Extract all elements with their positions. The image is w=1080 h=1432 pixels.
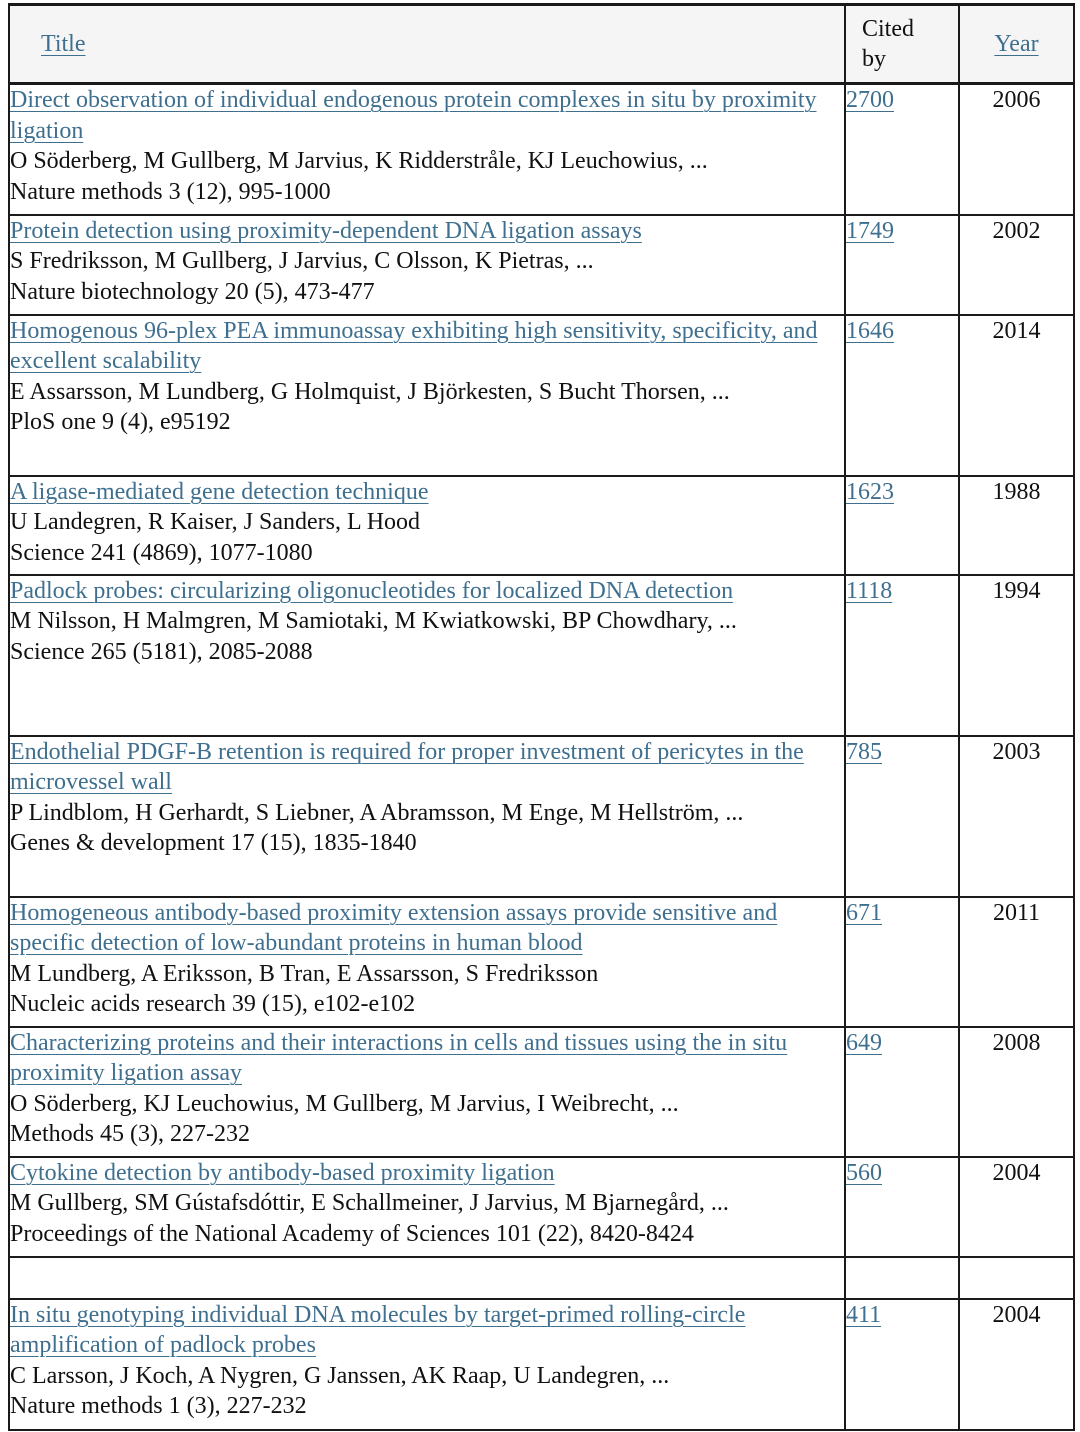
year-cell bbox=[959, 575, 1074, 736]
article-authors: M Lundberg, A Eriksson, B Tran, E Assarsson, S Fredriksson bbox=[10, 960, 599, 987]
empty-cell bbox=[9, 1257, 845, 1299]
cited-by-link[interactable]: 785 bbox=[846, 738, 882, 765]
article-venue: Genes & development 17 (15), 1835-1840 bbox=[10, 830, 417, 857]
year-cell bbox=[959, 1027, 1074, 1157]
article-title-link[interactable]: A ligase-mediated gene detection technique bbox=[10, 478, 429, 505]
cited-by-cell bbox=[845, 1157, 959, 1257]
column-header-title bbox=[9, 5, 845, 84]
article-venue: Nature methods 3 (12), 995-1000 bbox=[10, 178, 331, 205]
article-year: 2008 bbox=[992, 1029, 1041, 1056]
cited-by-label-line2: by bbox=[862, 46, 886, 72]
article-venue: Science 265 (5181), 2085-2088 bbox=[10, 638, 313, 665]
cited-by-cell bbox=[845, 215, 959, 315]
cited-by-link[interactable]: 649 bbox=[846, 1029, 882, 1056]
article-year: 2011 bbox=[992, 899, 1041, 926]
table-header-row bbox=[9, 5, 1074, 84]
table-row bbox=[9, 897, 1074, 1027]
article-venue: Proceedings of the National Academy of Sciences 101 (22), 8420-8424 bbox=[10, 1220, 694, 1247]
table-row bbox=[9, 575, 1074, 736]
table-row bbox=[9, 1027, 1074, 1157]
article-venue: Nature biotechnology 20 (5), 473-477 bbox=[10, 278, 375, 305]
cited-by-link[interactable]: 1118 bbox=[846, 577, 893, 604]
sort-by-title-link[interactable]: Title bbox=[41, 30, 86, 57]
cited-by-link[interactable]: 671 bbox=[846, 899, 882, 926]
article-title-link[interactable]: Cytokine detection by antibody-based proximity ligation bbox=[10, 1159, 555, 1186]
article-authors: C Larsson, J Koch, A Nygren, G Janssen, AK Raap, U Landegren, ... bbox=[10, 1362, 670, 1389]
table-row bbox=[9, 476, 1074, 575]
article-year: 2004 bbox=[992, 1301, 1041, 1328]
article-cell bbox=[9, 897, 845, 1027]
year-cell bbox=[959, 215, 1074, 315]
article-authors: O Söderberg, KJ Leuchowius, M Gullberg, M Jarvius, I Weibrecht, ... bbox=[10, 1090, 679, 1117]
article-venue: Nucleic acids research 39 (15), e102-e102 bbox=[10, 991, 416, 1018]
article-year: 2014 bbox=[992, 317, 1041, 344]
year-cell bbox=[959, 315, 1074, 476]
article-cell bbox=[9, 736, 845, 897]
article-venue: PloS one 9 (4), e95192 bbox=[10, 409, 231, 436]
article-cell bbox=[9, 476, 845, 575]
article-cell bbox=[9, 215, 845, 315]
table-row bbox=[9, 215, 1074, 315]
cited-by-label-line1: Cited bbox=[862, 16, 914, 42]
cited-by-link[interactable]: 1623 bbox=[846, 478, 894, 505]
article-cell bbox=[9, 1157, 845, 1257]
article-authors: S Fredriksson, M Gullberg, J Jarvius, C Olsson, K Pietras, ... bbox=[10, 248, 594, 275]
table-row bbox=[9, 315, 1074, 476]
cited-by-link[interactable]: 1646 bbox=[846, 317, 894, 344]
article-year: 2006 bbox=[992, 87, 1041, 113]
article-title-link[interactable]: Padlock probes: circularizing oligonucleotides for localized DNA detection bbox=[10, 577, 734, 604]
article-cell bbox=[9, 575, 845, 736]
cited-by-cell bbox=[845, 1027, 959, 1157]
cited-by-cell bbox=[845, 84, 959, 215]
cited-by-link[interactable]: 2700 bbox=[846, 87, 894, 113]
article-year: 1988 bbox=[992, 478, 1041, 505]
table-row bbox=[9, 1157, 1074, 1257]
article-authors: O Söderberg, M Gullberg, M Jarvius, K Ridderstråle, KJ Leuchowius, ... bbox=[10, 148, 708, 175]
article-title-link[interactable]: Homogeneous antibody-based proximity extension assays provide sensitive and specific detection of low-abundant proteins in human blood bbox=[10, 899, 778, 957]
article-title-link[interactable]: Direct observation of individual endogenous protein complexes in situ by proximity ligation bbox=[10, 87, 817, 144]
article-authors: M Gullberg, SM Gústafsdóttir, E Schallmeiner, J Jarvius, M Bjarnegård, ... bbox=[10, 1190, 729, 1217]
article-venue: Science 241 (4869), 1077-1080 bbox=[10, 539, 313, 566]
table-row bbox=[9, 736, 1074, 897]
table-row bbox=[9, 84, 1074, 215]
article-authors: P Lindblom, H Gerhardt, S Liebner, A Abramsson, M Enge, M Hellström, ... bbox=[10, 799, 744, 826]
article-authors: E Assarsson, M Lundberg, G Holmquist, J Björkesten, S Bucht Thorsen, ... bbox=[10, 378, 730, 405]
article-title-link[interactable]: Homogenous 96-plex PEA immunoassay exhibiting high sensitivity, specificity, and excellent scalability bbox=[10, 317, 818, 375]
article-title-link[interactable]: In situ genotyping individual DNA molecules by target-primed rolling-circle amplification of padlock probes bbox=[10, 1301, 746, 1359]
article-year: 1994 bbox=[992, 577, 1041, 604]
article-cell bbox=[9, 84, 845, 215]
year-cell bbox=[959, 476, 1074, 575]
cited-by-cell bbox=[845, 575, 959, 736]
cited-by-cell bbox=[845, 1299, 959, 1430]
year-cell bbox=[959, 84, 1074, 215]
year-cell bbox=[959, 736, 1074, 897]
empty-row bbox=[9, 1257, 1074, 1299]
article-title-link[interactable]: Protein detection using proximity-dependent DNA ligation assays bbox=[10, 217, 642, 244]
article-year: 2004 bbox=[992, 1159, 1041, 1186]
table-row bbox=[9, 1299, 1074, 1430]
cited-by-cell bbox=[845, 736, 959, 897]
year-cell bbox=[959, 1157, 1074, 1257]
article-title-link[interactable]: Characterizing proteins and their interactions in cells and tissues using the in situ proximity ligation assay bbox=[10, 1029, 788, 1087]
year-cell bbox=[959, 897, 1074, 1027]
article-venue: Methods 45 (3), 227-232 bbox=[10, 1121, 250, 1148]
cited-by-link[interactable]: 560 bbox=[846, 1159, 882, 1186]
cited-by-cell bbox=[845, 476, 959, 575]
cited-by-cell bbox=[845, 315, 959, 476]
year-cell bbox=[959, 1299, 1074, 1430]
sort-by-year-link[interactable]: Year bbox=[994, 30, 1039, 57]
citations-table-container bbox=[8, 3, 1073, 1427]
empty-cell bbox=[959, 1257, 1074, 1299]
article-venue: Nature methods 1 (3), 227-232 bbox=[10, 1393, 307, 1420]
article-cell bbox=[9, 1027, 845, 1157]
article-cell bbox=[9, 1299, 845, 1430]
column-header-cited-by bbox=[845, 5, 959, 84]
citations-table bbox=[8, 3, 1075, 1431]
article-cell bbox=[9, 315, 845, 476]
empty-cell bbox=[845, 1257, 959, 1299]
cited-by-link[interactable]: 1749 bbox=[846, 217, 894, 244]
article-year: 2002 bbox=[992, 217, 1041, 244]
article-authors: U Landegren, R Kaiser, J Sanders, L Hood bbox=[10, 509, 421, 536]
article-authors: M Nilsson, H Malmgren, M Samiotaki, M Kwiatkowski, BP Chowdhary, ... bbox=[10, 608, 737, 635]
column-header-year bbox=[959, 5, 1074, 84]
cited-by-link[interactable]: 411 bbox=[846, 1301, 882, 1328]
cited-by-cell bbox=[845, 897, 959, 1027]
article-year: 2003 bbox=[992, 738, 1041, 765]
article-title-link[interactable]: Endothelial PDGF-B retention is required for proper investment of pericytes in the microvessel wall bbox=[10, 738, 804, 796]
